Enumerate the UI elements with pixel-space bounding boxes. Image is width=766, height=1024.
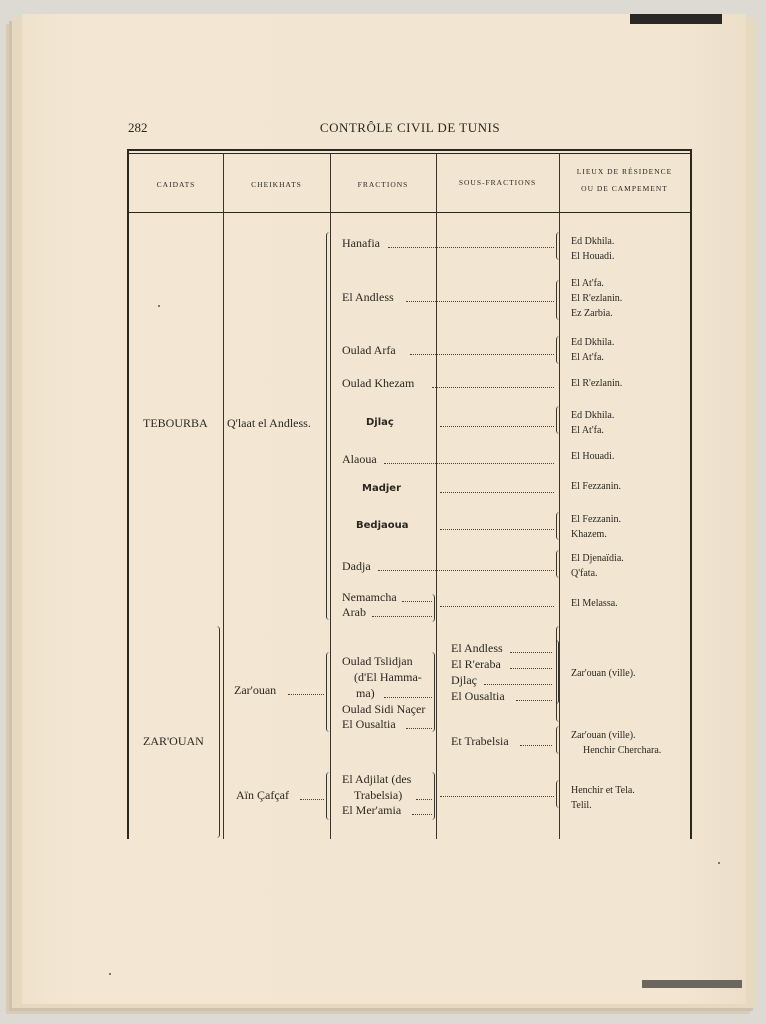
- lieu-5: Ez Zarbia.: [571, 308, 613, 319]
- col-head-lieux: LIEUX DE RÉSIDENCE: [576, 167, 673, 176]
- fraction-arab: Arab: [342, 605, 366, 619]
- fraction-alaoua: Alaoua: [342, 452, 377, 466]
- lieu-4: El R'ezlanin.: [571, 293, 623, 304]
- fraction-el-hammama-2: ma): [356, 686, 375, 700]
- lieu-16: Q'fata.: [571, 568, 598, 579]
- caidat-tebourba: TEBOURBA: [143, 416, 208, 430]
- col-head-cheikhats: CHEIKHATS: [251, 180, 302, 189]
- lieu-9: Ed Dkhila.: [571, 410, 615, 421]
- fraction-dadja: Dadja: [342, 559, 371, 573]
- lieu-3: El At'fa.: [571, 278, 604, 289]
- lieu-1: Ed Dkhila.: [571, 236, 615, 247]
- fraction-el-andless: El Andless: [342, 290, 394, 304]
- col-head-sous-fractions: SOUS-FRACTIONS: [458, 178, 537, 187]
- col-head-fractions: FRACTIONS: [357, 180, 409, 189]
- cheikhat-qlaat: Q'laat el Andless.: [227, 416, 311, 430]
- cheikhat-ain-cafcaf: Aïn Çafçaf: [236, 788, 289, 802]
- lieu-17: El Melassa.: [571, 598, 618, 609]
- col-head-caidats: CAIDATS: [156, 180, 196, 189]
- lieu-18: Zar'ouan (ville).: [571, 668, 636, 679]
- lieu-7: El At'fa.: [571, 352, 604, 363]
- fraction-oulad-tslidjan: Oulad Tslidjan: [342, 654, 413, 668]
- lieu-15: El Djenaïdia.: [571, 553, 624, 564]
- fraction-hanafia: Hanafia: [342, 236, 380, 250]
- fraction-oulad-arfa: Oulad Arfa: [342, 343, 396, 357]
- fraction-nemamcha: Nemamcha: [342, 590, 397, 604]
- lieu-20: Henchir Cherchara.: [583, 745, 662, 756]
- sous-fraction-el-andless: El Andless: [451, 641, 503, 655]
- fraction-bedjaoua: Bedjaoua: [356, 520, 409, 531]
- lieu-22: Telil.: [571, 800, 592, 811]
- lieu-6: Ed Dkhila.: [571, 337, 615, 348]
- running-title: CONTRÔLE CIVIL DE TUNIS: [319, 120, 501, 135]
- fraction-el-meramia: El Mer'amia: [342, 803, 402, 817]
- lieu-8: El R'ezlanin.: [571, 378, 623, 389]
- lieu-13: El Fezzanin.: [571, 514, 621, 525]
- sous-fraction-el-reraba: El R'eraba: [451, 657, 501, 671]
- sous-fraction-et-trabelsia: Et Trabelsia: [451, 734, 509, 748]
- scan-edge-bar: [630, 14, 722, 24]
- fraction-trabelsia: Trabelsia): [354, 788, 403, 802]
- fraction-madjer: Madjer: [362, 483, 401, 494]
- page-number: 282: [128, 120, 148, 135]
- fraction-djlac: Djlaç: [366, 417, 394, 428]
- lieu-21: Henchir et Tela.: [571, 785, 635, 796]
- lieu-10: El At'fa.: [571, 425, 604, 436]
- lieu-14: Khazem.: [571, 529, 607, 540]
- col-head-campement: OU DE CAMPEMENT: [581, 184, 668, 193]
- lieu-12: El Fezzanin.: [571, 481, 621, 492]
- fraction-oulad-sidi-nacer: Oulad Sidi Naçer: [342, 702, 426, 716]
- fraction-el-ousaltia: El Ousaltia: [342, 717, 396, 731]
- scan-edge-bar-bottom: [642, 980, 742, 988]
- fraction-el-hammama-1: (d'El Hamma-: [354, 670, 422, 684]
- cheikhat-zarouan: Zar'ouan: [234, 683, 277, 697]
- caidat-zarouan: ZAR'OUAN: [143, 734, 204, 748]
- lieu-19: Zar'ouan (ville).: [571, 730, 636, 741]
- fraction-el-adjilat: El Adjilat (des: [342, 772, 412, 786]
- sous-fraction-el-ousaltia: El Ousaltia: [451, 689, 505, 703]
- lieu-2: El Houadi.: [571, 251, 615, 262]
- lieu-11: El Houadi.: [571, 451, 615, 462]
- fraction-oulad-khezam: Oulad Khezam: [342, 376, 415, 390]
- sous-fraction-djlac: Djlaç: [451, 673, 477, 687]
